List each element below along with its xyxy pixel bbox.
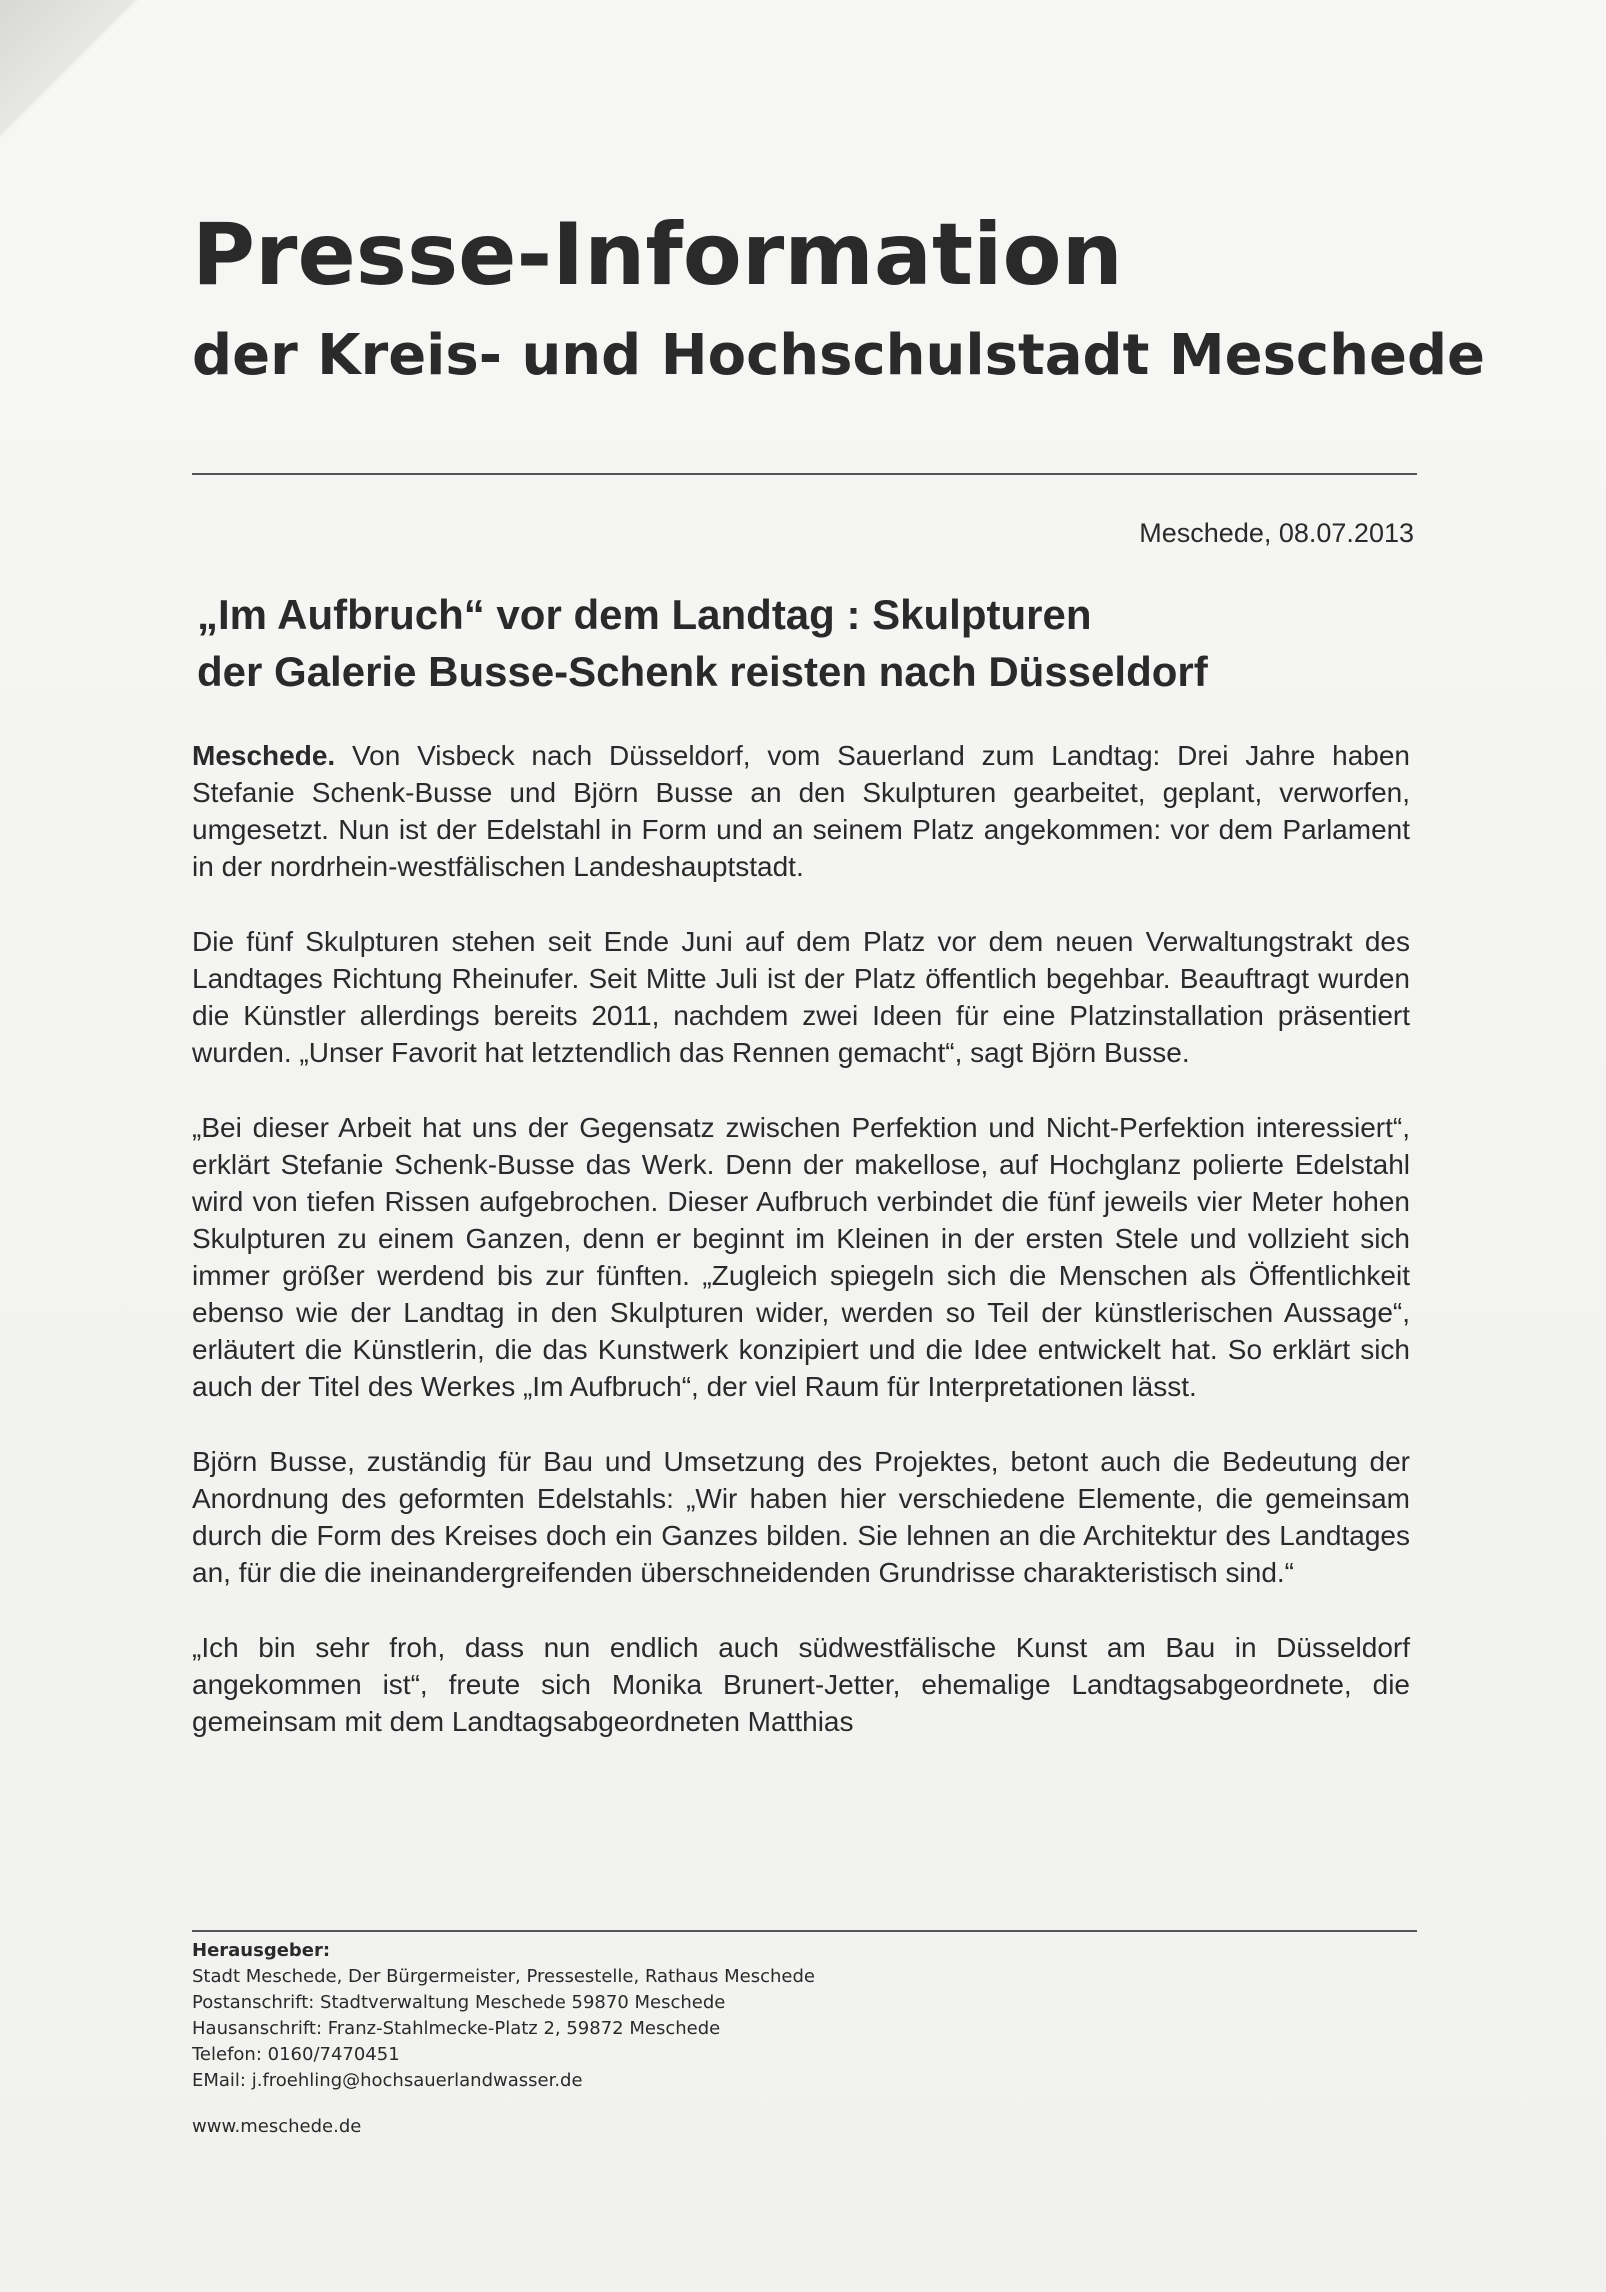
paragraph-3: „Bei dieser Arbeit hat uns der Gegensatz zwischen Perfektion und Nicht-Perfektion interessiert“, erklärt Stefanie Schenk-Busse das Werk. Denn der makellose, auf Hochglanz polierte Edelstahl wird von tiefen Rissen aufgebrochen. Dieser Aufbruch verbindet die fünf jeweils vier Meter hohen Skulpturen zu einem Ganzen, denn er beginnt im Kleinen in der ersten Stele und vollzieht sich immer größer werdend bis zur fünften. „Zugleich spiegeln sich die Menschen als Öffentlichkeit ebenso wie der Landtag in den Skulpturen wider, werden so Teil der künstlerischen Aussage“, erläutert die Künstlerin, die das Kunstwerk konzipiert und die Idee entwickelt hat. So erklärt sich auch der Titel des Werkes „Im Aufbruch“, der viel Raum für Interpretationen lässt.	[192, 1112, 1410, 1402]
email-address: EMail: j.froehling@hochsauerlandwasser.de	[192, 2070, 583, 2091]
website-url: www.meschede.de	[192, 2116, 362, 2137]
postal-address: Postanschrift: Stadtverwaltung Meschede 59870 Meschede	[192, 1992, 726, 2013]
masthead-title: Presse-Information	[192, 205, 1123, 305]
date-line: Meschede, 08.07.2013	[1139, 518, 1414, 548]
masthead-subtitle: der Kreis- und Hochschulstadt Meschede	[192, 323, 1486, 388]
headline-line-1: „Im Aufbruch“ vor dem Landtag : Skulpturen	[197, 591, 1092, 638]
street-address: Hausanschrift: Franz-Stahlmecke-Platz 2, 59872 Meschede	[192, 2018, 721, 2039]
article-headline	[197, 586, 1417, 700]
publisher-line: Stadt Meschede, Der Bürgermeister, Pressestelle, Rathaus Meschede	[192, 1966, 815, 1987]
footer-divider	[192, 1930, 1417, 1932]
article-body	[192, 737, 1410, 1778]
paragraph-2: Die fünf Skulpturen stehen seit Ende Juni auf dem Platz vor dem neuen Verwaltungstrakt des Landtages Richtung Rheinufer. Seit Mitte Juli ist der Platz öffentlich begehbar. Beauftragt wurden die Künstler allerdings bereits 2011, nachdem zwei Ideen für eine Platzinstallation präsentiert wurden. „Unser Favorit hat letztendlich das Rennen gemacht“, sagt Björn Busse.	[192, 926, 1410, 1068]
paragraph-5: „Ich bin sehr froh, dass nun endlich auch südwestfälische Kunst am Bau in Düsseldorf angekommen ist“, freute sich Monika Brunert-Jetter, ehemalige Landtagsabgeordnete, die gemeinsam mit dem Landtagsabgeordneten Matthias	[192, 1632, 1410, 1737]
paragraph-1-text: Von Visbeck nach Düsseldorf, vom Sauerland zum Landtag: Drei Jahre haben Stefanie Schenk-Busse und Björn Busse an den Skulpturen gearbeitet, geplant, verworfen, umgesetzt. Nun ist der Edelstahl in Form und an seinem Platz angekommen: vor dem Parlament in der nordrhein-westfälischen Landeshauptstadt.	[192, 740, 1410, 882]
dateline-lead: Meschede.	[192, 740, 336, 771]
folded-corner-shadow	[0, 0, 150, 200]
publisher-label: Herausgeber:	[192, 1940, 331, 1961]
paragraph-4: Björn Busse, zuständig für Bau und Umsetzung des Projektes, betont auch die Bedeutung der Anordnung des geformten Edelstahls: „Wir haben hier verschiedene Elemente, die gemeinsam durch die Form des Kreises doch ein Ganzes bilden. Sie lehnen an die Architektur des Landtages an, für die die ineinandergreifenden überschneidenden Grundrisse charakteristisch sind.“	[192, 1446, 1410, 1588]
headline-line-2: der Galerie Busse-Schenk reisten nach Düsseldorf	[197, 648, 1208, 695]
phone-number: Telefon: 0160/7470451	[192, 2044, 400, 2065]
publisher-info	[192, 1938, 815, 2094]
header-divider	[192, 473, 1417, 475]
paragraph-1	[192, 737, 1410, 885]
